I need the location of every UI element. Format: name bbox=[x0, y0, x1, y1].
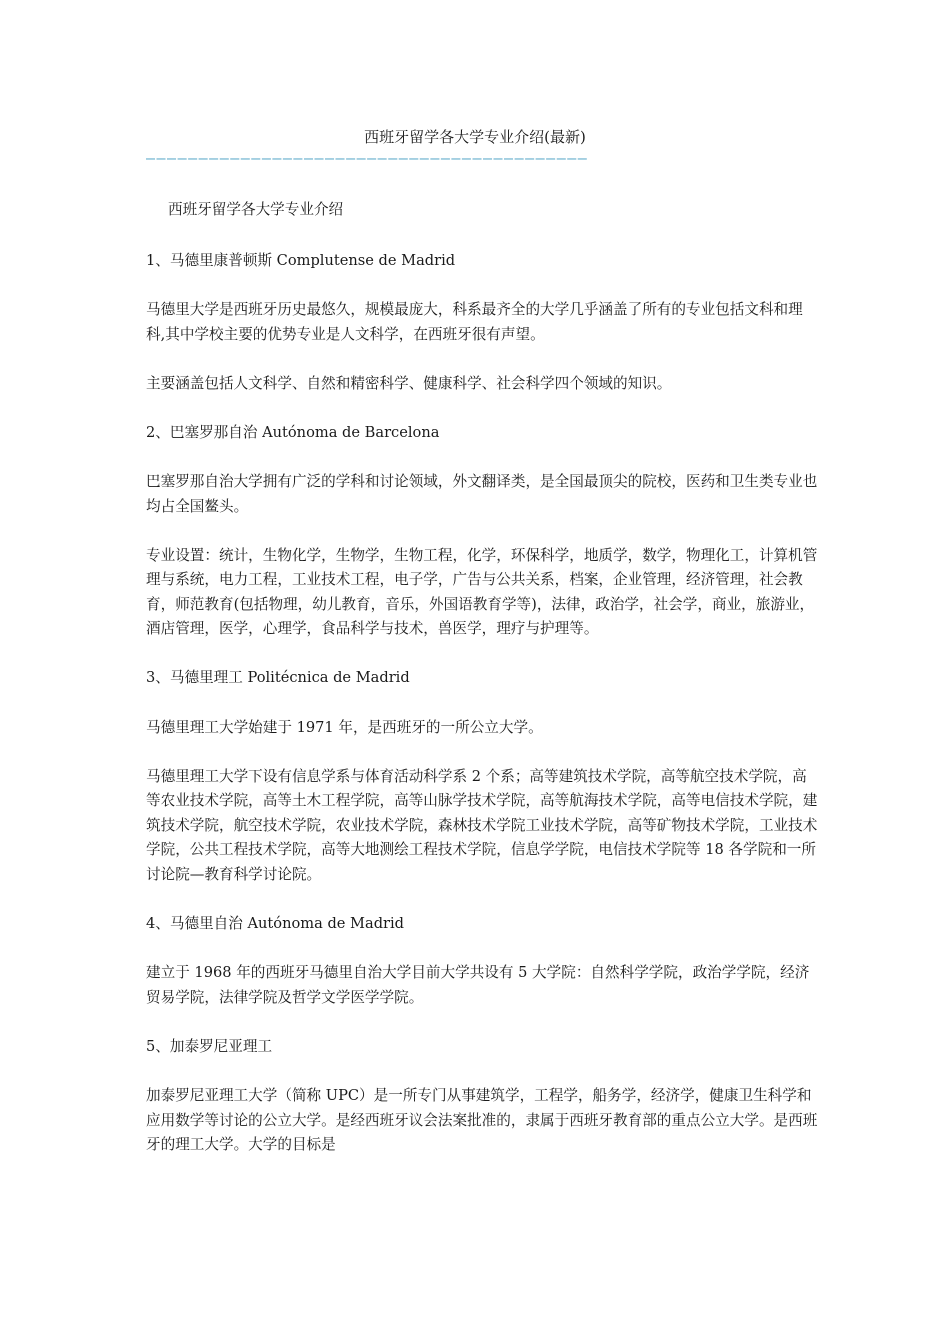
document-body bbox=[146, 198, 818, 1182]
section-1-heading: 1、马德里康普顿斯 Complutense de Madrid bbox=[146, 251, 456, 269]
section-4-paragraph-1: 建立于 1968 年的西班牙马德里自治大学目前大学共设有 5 大学院：自然科学学院，政治学学院，经济贸易学院，法律学院及哲学文学医学学院。 bbox=[146, 964, 810, 1006]
section-4-heading: 4、马德里自治 Autónoma de Madrid bbox=[146, 914, 405, 932]
section-1-paragraph-1: 马德里大学是西班牙历史最悠久，规模最庞大，科系最齐全的大学几乎涵盖了所有的专业包括文科和理科,其中学校主要的优势专业是人文科学，在西班牙很有声望。 bbox=[146, 301, 803, 343]
section-2-paragraph-2: 专业设置：统计，生物化学，生物学，生物工程，化学，环保科学，地质学，数学，物理化工，计算机管理与系统，电力工程，工业技术工程，电子学，广告与公共关系，档案，企业管理，经济管理，社会教育，师范教育(包括物理，幼儿教育，音乐，外国语教育学等)，法律，政治学，社会学，商业，旅游业，酒店管理，医学，心理学，食品科学与技术，兽医学，理疗与护理等。 bbox=[146, 546, 818, 637]
document-title: 西班牙留学各大学专业介绍(最新) bbox=[364, 128, 586, 146]
section-2-heading: 2、巴塞罗那自治 Autónoma de Barcelona bbox=[146, 423, 440, 441]
section-2-paragraph-1: 巴塞罗那自治大学拥有广泛的学科和讨论领域，外文翻译类，是全国最顶尖的院校，医药和卫生类专业也均占全国鳌头。 bbox=[146, 473, 818, 515]
section-1-paragraph-2: 主要涵盖包括人文科学、自然和精密科学、健康科学、社会科学四个领域的知识。 bbox=[146, 374, 672, 392]
section-5-heading: 5、加泰罗尼亚理工 bbox=[146, 1037, 273, 1055]
section-5-paragraph-1: 加泰罗尼亚理工大学（简称 UPC）是一所专门从事建筑学，工程学，船务学，经济学，健康卫生科学和应用数学等讨论的公立大学。是经西班牙议会法案批准的，隶属于西班牙教育部的重点公立大学。是西班牙的理工大学。大学的目标是 bbox=[146, 1087, 818, 1153]
document-subtitle: 西班牙留学各大学专业介绍 bbox=[168, 201, 344, 218]
title-divider: —————————————————————————————————————————— bbox=[146, 149, 589, 167]
section-3-paragraph-2: 马德里理工大学下设有信息学系与体育活动科学系 2 个系；高等建筑技术学院，高等航空技术学院，高等农业技术学院，高等土木工程学院，高等山脉学技术学院，高等航海技术学院，高等电信技术学院，建筑技术学院，航空技术学院，农业技术学院，森林技术学院工业技术学院，高等矿物技术学院，工业技术学院，公共工程技术学院，高等大地测绘工程技术学院，信息学学院，电信技术学院等 18 各学院和一所讨论院—教育科学讨论院。 bbox=[146, 767, 818, 883]
section-3-heading: 3、马德里理工 Politécnica de Madrid bbox=[146, 669, 410, 686]
section-3-paragraph-1: 马德里理工大学始建于 1971 年，是西班牙的一所公立大学。 bbox=[146, 718, 543, 736]
